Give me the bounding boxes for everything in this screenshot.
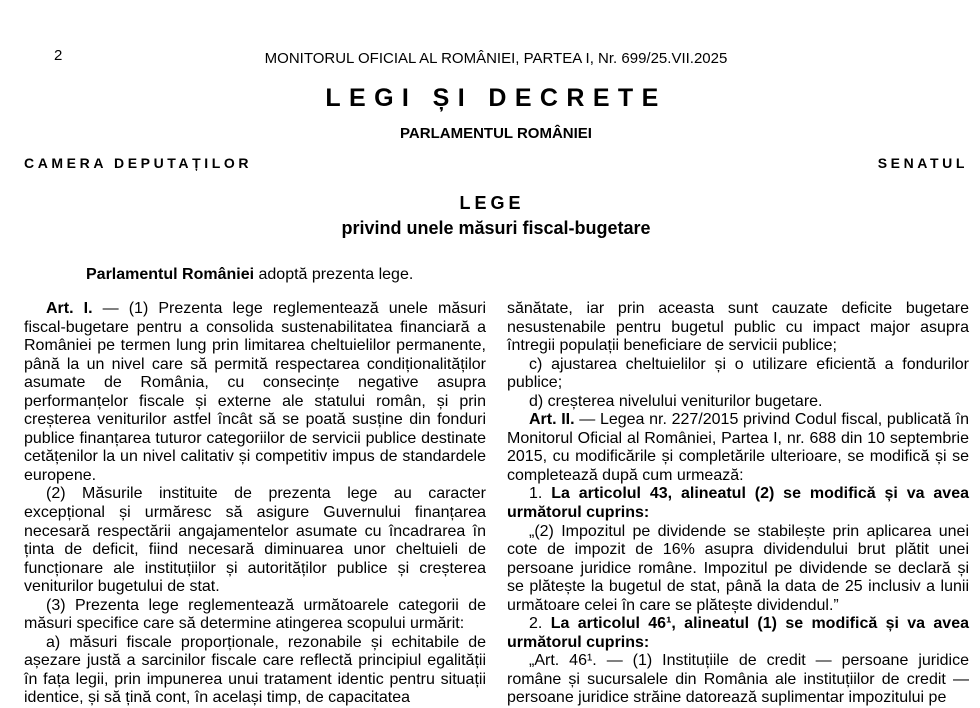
paragraph <box>507 652 969 708</box>
page-number: 2 <box>54 47 63 64</box>
section-title: LEGI ȘI DECRETE <box>325 84 667 112</box>
document-subtitle: privind unele măsuri fiscal-bugetare <box>341 218 651 238</box>
paragraph <box>507 485 969 522</box>
item-number: 1. <box>529 485 552 503</box>
paragraph-text: „(2) Impozitul pe dividende se stabilește prin aplicarea unei cote de impozit de 16% asupra dividendului brut plătit unei persoane juridice române. Impozitul pe dividende se declară și se plătește la bugetul de stat, până la data de 25 inclusiv a lunii următoare celei în care se plătește dividendul.” <box>507 522 969 614</box>
paragraph <box>507 523 969 616</box>
paragraph-text: sănătate, iar prin aceasta sunt cauzate deficite bugetare nesustenabile pentru bugetul public cu impact major asupra întregii populații beneficiare de servicii publice; <box>507 300 969 355</box>
paragraph <box>24 300 486 485</box>
paragraph <box>24 634 486 708</box>
paragraph-text: (3) Prezenta lege reglementează următoarele categorii de măsuri specifice care să determine atingerea scopului urmărit: <box>24 596 486 633</box>
senate-label: SENATUL <box>877 155 968 171</box>
paragraph <box>24 597 486 634</box>
parliament-heading: PARLAMENTUL ROMÂNIEI <box>400 125 592 142</box>
paragraph <box>507 356 969 393</box>
article-label: Art. II. <box>529 411 575 429</box>
document-type: LEGE <box>459 193 525 213</box>
paragraph-text: c) ajustarea cheltuielilor și o utilizare eficientă a fondurilor publice; <box>507 355 969 392</box>
paragraph-text: (2) Măsurile instituite de prezenta lege au caracter excepțional și urmăresc să asigure Guvernului finanțarea necesară respectării angajamentelor asumate cu încadrarea în ținta de deficit, fiind necesară diminuarea unor cheltuieli de funcționare ale instituțiilor și autorităților publice și creșterea veniturilor bugetului de stat. <box>24 485 486 596</box>
adoption-rest: adoptă prezenta lege. <box>254 266 414 283</box>
paragraph <box>507 615 969 652</box>
left-column <box>24 300 486 708</box>
right-column <box>507 300 969 708</box>
paragraph <box>507 411 969 485</box>
paragraph-text: a) măsuri fiscale proporționale, rezonabile și echitabile de așezare justă a sarcinilor fiscale care reflectă principiul egalității în fața legii, prin impunerea unui tratament identic pentru situații identice, și să țină cont, în același timp, de capacitatea <box>24 633 486 707</box>
paragraph-text: — Legea nr. 227/2015 privind Codul fiscal, publicată în Monitorul Oficial al României, Partea I, nr. 688 din 10 septembrie 2015, cu modificările și completările ulterioare, se modifică și se completează după cum urmează: <box>507 411 969 484</box>
paragraph <box>24 485 486 596</box>
item-number: 2. <box>529 615 551 633</box>
paragraph <box>507 393 969 412</box>
adoption-bold: Parlamentul României <box>86 266 255 283</box>
chamber-deputies-label: CAMERA DEPUTAȚILOR <box>24 155 253 171</box>
article-label: Art. I. <box>46 300 93 317</box>
amendment-instruction: La articolul 43, alineatul (2) se modifică și va avea următorul cuprins: <box>507 485 969 522</box>
amendment-instruction: La articolul 46¹, alineatul (1) se modifică și va avea următorul cuprins: <box>507 615 969 651</box>
paragraph-text: d) creșterea nivelului veniturilor bugetare. <box>529 392 823 410</box>
paragraph-text: „Art. 46¹. — (1) Instituțiile de credit — persoane juridice române și sucursalele din România ale instituțiilor de credit — persoane juridice străine datorează suplimentar impozitului pe <box>507 652 969 707</box>
paragraph-text: — (1) Prezenta lege reglementează unele măsuri fiscal-bugetare pentru a consolida sustenabilitatea financiară a României pe termen lung prin limitarea cheltuielilor permanente, până la un nivel care să permită respectarea condiționalităților asumate de România, cu consecințe negative asupra performanțelor fiscale și externe ale statului român, și prin creșterea veniturilor astfel încât să se poată susține din fonduri publice finanțarea tuturor categoriilor de servicii publice destinate cetățenilor la un nivel calitativ și competitiv impus de standardele europene. <box>24 300 487 484</box>
paragraph <box>507 300 969 356</box>
adoption-statement <box>86 266 413 284</box>
gazette-header: MONITORUL OFICIAL AL ROMÂNIEI, PARTEA I, Nr. 699/25.VII.2025 <box>264 50 728 67</box>
